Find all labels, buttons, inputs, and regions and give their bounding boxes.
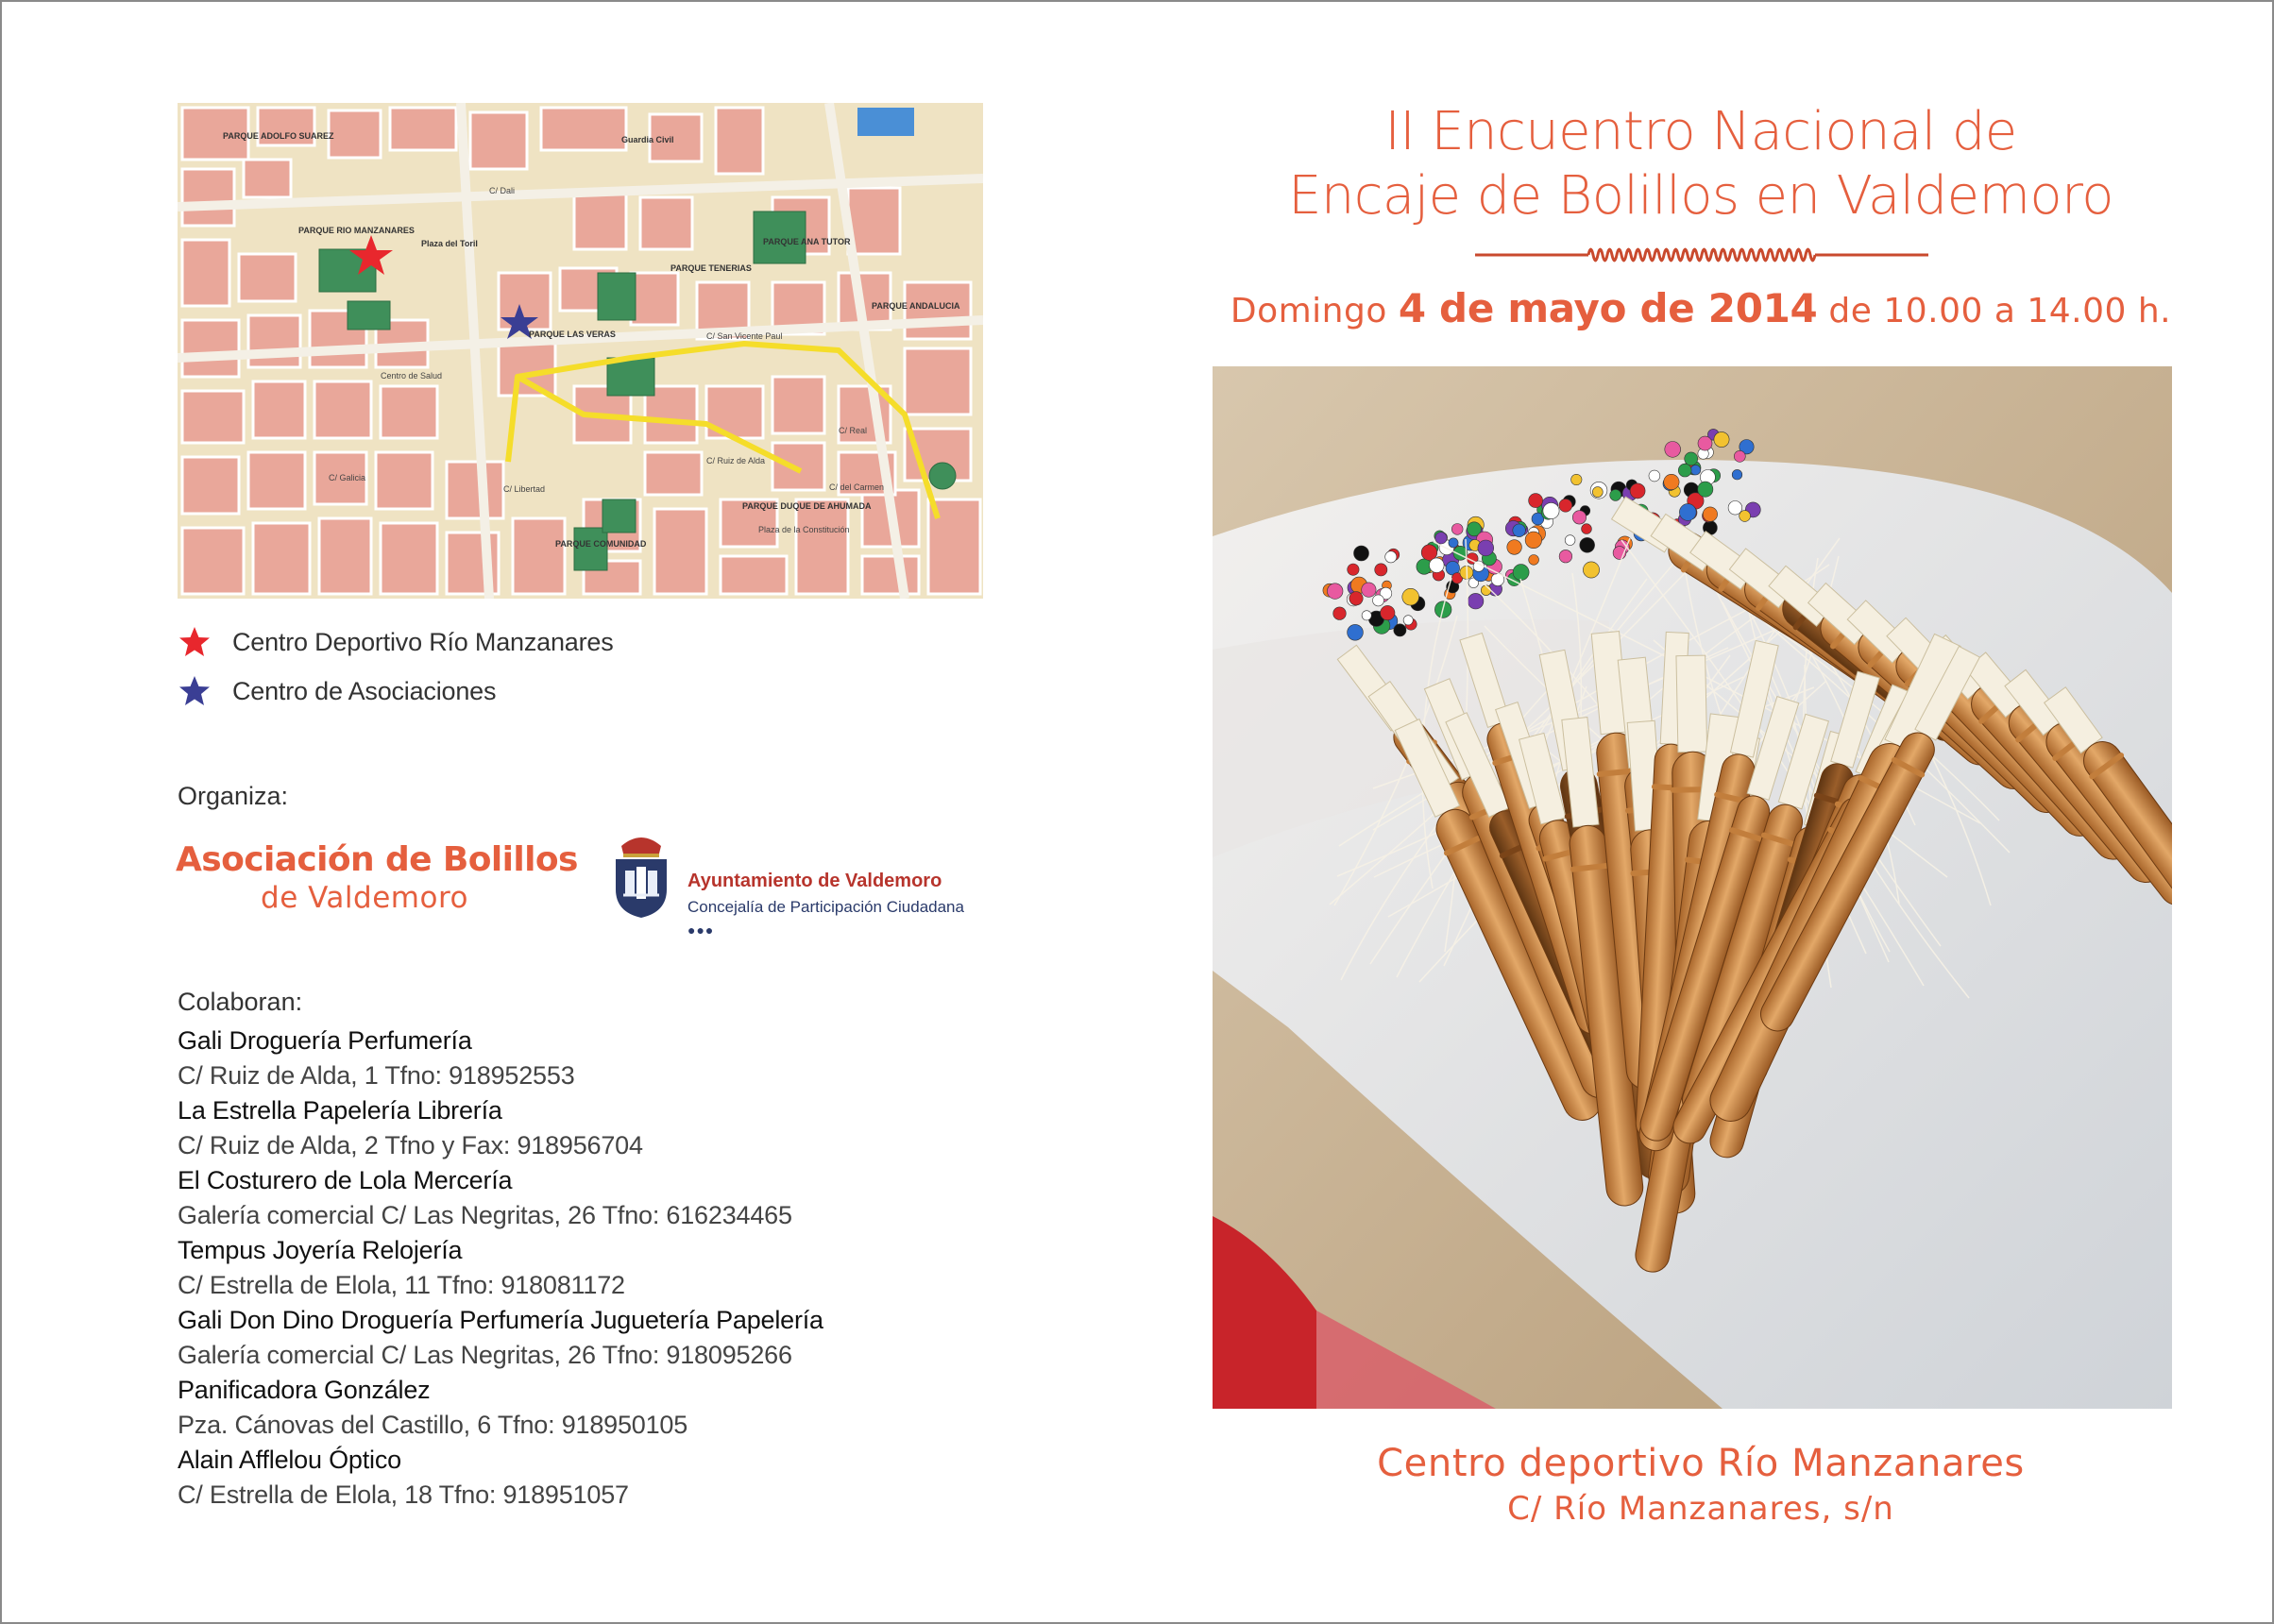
lace-pin xyxy=(1592,487,1603,498)
bobbin-lace-photo xyxy=(1213,366,2172,1409)
lace-pin xyxy=(1362,611,1371,620)
lace-pin xyxy=(1373,595,1384,606)
lace-pin xyxy=(1698,436,1712,450)
lace-pin xyxy=(1385,551,1397,563)
bobbin-lace-photo-graphic xyxy=(1213,366,2172,1409)
lace-pin xyxy=(1678,464,1691,477)
wave-divider-icon xyxy=(1475,242,1928,268)
sponsor-item xyxy=(178,1093,952,1163)
sponsor-address: C/ Estrella de Elola, 18 Tfno: 918951057 xyxy=(178,1480,629,1509)
map-label-parque-lasveras: PARQUE LAS VERAS xyxy=(529,330,616,339)
sponsor-name: Gali Don Dino Droguería Perfumería Juguetería Papelería xyxy=(178,1306,823,1334)
lace-pin xyxy=(1580,537,1595,552)
lace-pin xyxy=(1714,431,1729,447)
blue-star-icon xyxy=(178,674,212,708)
lace-pin xyxy=(1349,592,1363,605)
event-date-time: de 10.00 a 14.00 h. xyxy=(1817,292,2172,330)
lace-pin xyxy=(1375,564,1387,576)
sponsor-name: El Costurero de Lola Mercería xyxy=(178,1166,513,1194)
event-title xyxy=(1184,100,2217,228)
lace-pin xyxy=(1630,483,1645,499)
lace-pin xyxy=(1649,470,1660,482)
concejalia-name: Concejalía de Participación Ciudadana xyxy=(687,898,964,916)
lace-pin xyxy=(1529,494,1543,508)
lace-pin xyxy=(1468,593,1484,609)
lace-pin xyxy=(1572,511,1586,524)
lace-pin xyxy=(1565,535,1575,546)
sponsor-item xyxy=(178,1023,952,1093)
map-label-parque-duque: PARQUE DUQUE DE AHUMADA xyxy=(742,501,872,511)
sponsor-item xyxy=(178,1163,952,1233)
sponsor-name: Panificadora González xyxy=(178,1376,431,1404)
lace-pin xyxy=(1543,502,1559,518)
map-label-calle-carmen: C/ del Carmen xyxy=(829,482,885,492)
legend-label-centro-asociaciones: Centro de Asociaciones xyxy=(232,676,497,705)
sponsor-item xyxy=(178,1443,952,1513)
event-date-main: 4 de mayo de 2014 xyxy=(1398,285,1818,331)
sponsor-address: C/ Ruiz de Alda, 1 Tfno: 918952553 xyxy=(178,1061,575,1090)
lace-pin xyxy=(1333,607,1347,620)
map-label-plaza-constitucion: Plaza de la Constitución xyxy=(758,525,850,534)
legend-label-centro-deportivo: Centro Deportivo Río Manzanares xyxy=(232,627,614,656)
red-star-icon xyxy=(178,625,212,659)
lace-pin xyxy=(1732,469,1742,480)
lace-pin xyxy=(1525,532,1542,549)
lace-pin xyxy=(1327,584,1343,600)
map-label-parque-andalucia: PARQUE ANDALUCIA xyxy=(872,301,960,311)
map-label-parque-tenerias: PARQUE TENERIAS xyxy=(670,263,752,273)
map-label-calle-san-vicente: C/ San Vicente Paul xyxy=(706,331,783,341)
organiza-label: Organiza: xyxy=(178,782,289,810)
venue-name: Centro deportivo Río Manzanares xyxy=(1377,1442,2025,1485)
lace-pin xyxy=(1529,555,1539,566)
lace-pin xyxy=(1403,616,1413,625)
event-date xyxy=(1184,285,2217,331)
map-label-calle-real: C/ Real xyxy=(839,426,868,435)
map-label-calle-galicia: C/ Galicia xyxy=(329,473,366,482)
lace-pin xyxy=(1610,489,1621,500)
lace-pin xyxy=(1734,450,1745,462)
sponsor-name: Alain Afflelou Óptico xyxy=(178,1446,401,1474)
lace-pin xyxy=(1381,605,1395,619)
map-label-calle-libertad: C/ Libertad xyxy=(503,484,546,494)
lace-pin xyxy=(1451,524,1463,535)
sponsor-address: Galería comercial C/ Las Negritas, 26 Tfno: 616234465 xyxy=(178,1201,792,1229)
ayuntamiento-logo xyxy=(610,829,964,938)
venue-address: C/ Río Manzanares, s/n xyxy=(1507,1490,1894,1528)
lace-pin xyxy=(1348,564,1359,575)
lace-pin xyxy=(1348,624,1364,640)
lace-pin xyxy=(1559,499,1572,512)
sponsor-name: La Estrella Papelería Librería xyxy=(178,1096,502,1125)
asociacion-logo-line2: de Valdemoro xyxy=(261,881,468,915)
sponsor-address: Galería comercial C/ Las Negritas, 26 Tfno: 918095266 xyxy=(178,1341,792,1369)
sponsor-address: C/ Estrella de Elola, 11 Tfno: 918081172 xyxy=(178,1271,625,1299)
map-legend xyxy=(178,617,614,716)
lace-pin xyxy=(1728,501,1742,516)
sponsor-item xyxy=(178,1303,952,1373)
lace-pin xyxy=(1685,452,1698,465)
sponsor-name: Gali Droguería Perfumería xyxy=(178,1026,472,1055)
map-label-guardia-civil: Guardia Civil xyxy=(621,135,674,144)
lace-pin xyxy=(1430,558,1445,573)
lace-pin xyxy=(1513,565,1529,581)
map-label-parque-rio: PARQUE RIO MANZANARES xyxy=(298,226,415,235)
lace-pin xyxy=(1664,474,1679,489)
lace-pin xyxy=(1703,507,1717,521)
lace-pin xyxy=(1665,442,1681,458)
lace-pin xyxy=(1402,588,1419,605)
map-label-parque-ana: PARQUE ANA TUTOR xyxy=(763,237,851,246)
colaboran-label: Colaboran: xyxy=(178,988,303,1016)
lace-pin xyxy=(1435,533,1447,544)
logo-dots: ●●● xyxy=(687,922,715,938)
lace-pin xyxy=(1478,540,1494,556)
colaboradores-list xyxy=(178,988,952,1513)
sponsor-item xyxy=(178,1233,952,1303)
lace-pin xyxy=(1698,482,1713,497)
coat-of-arms-icon xyxy=(610,829,672,920)
map-label-plaza-toril: Plaza del Toril xyxy=(421,239,478,248)
ayuntamiento-name: Ayuntamiento de Valdemoro xyxy=(687,871,942,891)
street-map-graphic xyxy=(178,103,983,599)
map-label-calle-ruiz-alda: C/ Ruiz de Alda xyxy=(706,456,766,465)
asociacion-logo-line1: Asociación de Bolillos xyxy=(176,840,578,879)
lace-pin xyxy=(1362,583,1376,597)
map-label-centro-salud: Centro de Salud xyxy=(381,371,443,381)
lace-pin xyxy=(1739,511,1751,522)
map-label-calle-dali: C/ Dali xyxy=(489,186,516,195)
lace-pin xyxy=(1513,524,1526,537)
lace-pin xyxy=(1582,524,1592,534)
lace-pin xyxy=(1507,540,1522,555)
lace-pin xyxy=(1559,550,1572,563)
event-date-prefix: Domingo xyxy=(1230,292,1399,330)
lace-pin xyxy=(1583,562,1599,578)
sponsor-address: C/ Ruiz de Alda, 2 Tfno y Fax: 918956704 xyxy=(178,1131,643,1159)
map-label-parque-comunidad: PARQUE COMUNIDAD xyxy=(555,539,647,549)
event-title-line1: II Encuentro Nacional de xyxy=(1384,101,2017,162)
lace-pin xyxy=(1449,538,1458,548)
lace-pin xyxy=(1354,546,1369,561)
sponsor-address: Pza. Cánovas del Castillo, 6 Tfno: 918950105 xyxy=(178,1411,688,1439)
sponsor-item xyxy=(178,1373,952,1443)
lace-pin xyxy=(1679,504,1696,521)
asociacion-logo xyxy=(176,840,578,915)
event-venue xyxy=(1184,1439,2217,1530)
legend-item-centro-deportivo xyxy=(178,617,614,667)
lace-pin xyxy=(1571,474,1582,484)
street-map xyxy=(178,103,983,599)
sponsor-name: Tempus Joyería Relojería xyxy=(178,1236,463,1264)
event-title-line2: Encaje de Bolillos en Valdemoro xyxy=(1288,165,2113,227)
lace-pin xyxy=(1394,624,1406,636)
legend-item-centro-asociaciones xyxy=(178,667,614,716)
map-label-parque-adolfo: PARQUE ADOLFO SUAREZ xyxy=(223,131,334,141)
lace-pin xyxy=(1690,465,1701,475)
